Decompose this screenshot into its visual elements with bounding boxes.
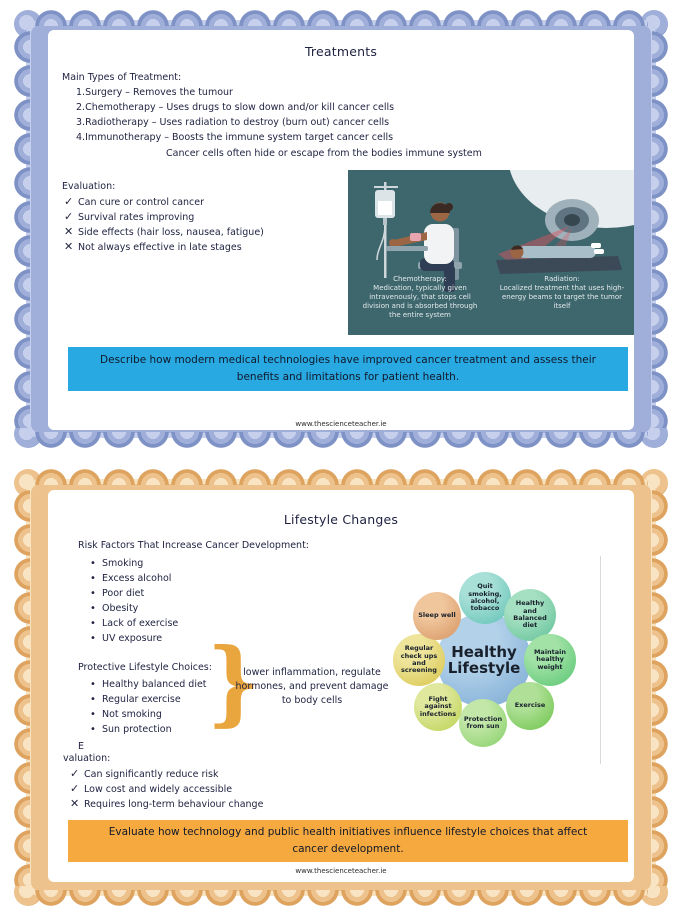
diagram-bubble-sun-protection: Protection from sun	[459, 699, 507, 747]
evaluation-item	[70, 767, 219, 780]
evaluation-text: Low cost and widely accessible	[84, 784, 233, 795]
bullet-icon: •	[90, 573, 96, 584]
slide1-footer-url[interactable]: www.thescienceteacher.ie	[295, 420, 387, 428]
item-number: 3.	[76, 117, 86, 128]
slide2-footer-url[interactable]: www.thescienceteacher.ie	[295, 867, 387, 875]
risk-item	[90, 618, 178, 629]
brace-note: lower inflammation, regulate hormones, and prevent damage to body cells	[235, 667, 389, 706]
scallop-edge	[34, 890, 648, 910]
risk-text: UV exposure	[102, 633, 163, 644]
bullet-icon: •	[90, 588, 96, 599]
protective-text: Not smoking	[102, 709, 162, 720]
evaluation-item	[70, 797, 263, 810]
radiation-caption	[498, 275, 626, 311]
scallop-edge	[652, 489, 672, 886]
bullet-icon: •	[90, 679, 96, 690]
evaluation-item	[64, 195, 204, 208]
evaluation-text: Side effects (hair loss, nausea, fatigue)	[78, 227, 264, 238]
protective-choices-heading: Protective Lifestyle Choices:	[78, 662, 212, 673]
evaluation-text: Not always effective in late stages	[78, 242, 242, 253]
item-text: Chemotherapy – Uses drugs to slow down and/or kill cancer cells	[85, 102, 395, 113]
slide-lifestyle-changes	[10, 465, 672, 910]
diagram-bubble-healthy-weight: Maintain healthy weight	[524, 634, 576, 686]
check-icon: ✓	[64, 210, 74, 223]
evaluation-item	[64, 240, 242, 253]
protective-item	[90, 679, 207, 690]
scallop-edge	[10, 489, 30, 886]
main-types-heading: Main Types of Treatment:	[62, 72, 182, 83]
bullet-icon: •	[90, 694, 96, 705]
treatment-item	[76, 102, 394, 113]
evaluation-heading-line2: valuation:	[63, 753, 111, 764]
cross-icon: ✕	[70, 797, 80, 810]
radiation-caption-title: Radiation:	[544, 275, 580, 283]
evaluation-text: Requires long-term behaviour change	[84, 799, 264, 810]
evaluation-item	[64, 225, 264, 238]
protective-item	[90, 724, 172, 735]
slide1-content-area	[48, 30, 634, 430]
risk-item	[90, 588, 144, 599]
radiation-illustration	[496, 170, 634, 274]
check-icon: ✓	[70, 782, 80, 795]
treatment-item	[76, 87, 233, 98]
cross-icon: ✕	[64, 225, 74, 238]
curly-brace: }	[206, 628, 261, 736]
evaluation-text: Can significantly reduce risk	[84, 769, 219, 780]
slide1-title: Treatments	[304, 44, 378, 59]
slide2-content-area	[48, 490, 634, 882]
check-icon: ✓	[70, 767, 80, 780]
item-number: 1.	[76, 87, 86, 98]
healthy-lifestyle-diagram	[393, 556, 601, 764]
scallop-edge	[34, 465, 648, 485]
scallop-edge	[10, 30, 30, 428]
immune-note: Cancer cells often hide or escape from the bodies immune system	[166, 148, 482, 159]
diagram-bubble-sleep-well: Sleep well	[413, 592, 461, 640]
bullet-icon: •	[90, 603, 96, 614]
protective-item	[90, 694, 181, 705]
diagram-bubble-quit-smoking: Quit smoking, alcohol, tobacco	[459, 572, 511, 624]
item-number: 4.	[76, 132, 86, 143]
diagram-bubble-balanced-diet: Healthy and Balanced diet	[504, 589, 556, 641]
treatment-item	[76, 117, 389, 128]
chemotherapy-caption-body: Medication, typically given intravenously, that stops cell division and is absorbed through the entire system	[362, 283, 478, 319]
risk-item	[90, 633, 162, 644]
protective-text: Healthy balanced diet	[102, 679, 207, 690]
diagram-bubble-fight-infections: Fight against infections	[414, 683, 462, 731]
bullet-icon: •	[90, 618, 96, 629]
risk-factors-heading: Risk Factors That Increase Cancer Development:	[78, 540, 309, 551]
slide1-question-banner: Describe how modern medical technologies have improved cancer treatment and assess their benefits and limitations for patient health.	[68, 347, 628, 391]
protective-item	[90, 709, 162, 720]
diagram-center-bubble: Healthy Lifestyle	[437, 613, 531, 707]
slide-treatments	[10, 6, 672, 452]
chemotherapy-caption	[356, 275, 484, 320]
cross-icon: ✕	[64, 240, 74, 253]
slide2-title: Lifestyle Changes	[283, 512, 399, 527]
risk-text: Smoking	[102, 558, 144, 569]
check-icon: ✓	[64, 195, 74, 208]
risk-text: Obesity	[102, 603, 139, 614]
bullet-icon: •	[90, 724, 96, 735]
slide2-question-banner: Evaluate how technology and public health initiatives influence lifestyle choices that affect cancer development.	[68, 820, 628, 862]
scallop-edge	[34, 432, 648, 452]
bullet-icon: •	[90, 709, 96, 720]
evaluation-heading: Evaluation:	[62, 181, 116, 192]
evaluation-item	[64, 210, 194, 223]
risk-text: Lack of exercise	[102, 618, 179, 629]
evaluation-heading-line1: E	[78, 741, 85, 752]
protective-text: Sun protection	[102, 724, 172, 735]
diagram-bubble-checkups: Regular check ups and screening	[393, 634, 445, 686]
evaluation-text: Survival rates improving	[78, 212, 195, 223]
risk-item	[90, 573, 171, 584]
scallop-edge	[652, 30, 672, 428]
evaluation-item	[70, 782, 232, 795]
risk-item	[90, 603, 138, 614]
risk-text: Poor diet	[102, 588, 145, 599]
diagram-bubble-exercise: Exercise	[506, 682, 554, 730]
treatment-figure	[348, 170, 634, 335]
item-text: Surgery – Removes the tumour	[85, 87, 233, 98]
radiation-caption-body: Localized treatment that uses high-energy beams to target the tumor itself	[499, 283, 625, 310]
treatment-item	[76, 132, 393, 143]
item-text: Immunotherapy – Boosts the immune system target cancer cells	[85, 132, 394, 143]
protective-text: Regular exercise	[102, 694, 181, 705]
scallop-edge	[34, 6, 648, 26]
evaluation-text: Can cure or control cancer	[78, 197, 205, 208]
risk-item	[90, 558, 143, 569]
bullet-icon: •	[90, 558, 96, 569]
item-number: 2.	[76, 102, 86, 113]
item-text: Radiotherapy – Uses radiation to destroy (burn out) cancer cells	[85, 117, 390, 128]
chemotherapy-caption-title: Chemotherapy:	[393, 275, 447, 283]
risk-text: Excess alcohol	[102, 573, 172, 584]
bullet-icon: •	[90, 633, 96, 644]
